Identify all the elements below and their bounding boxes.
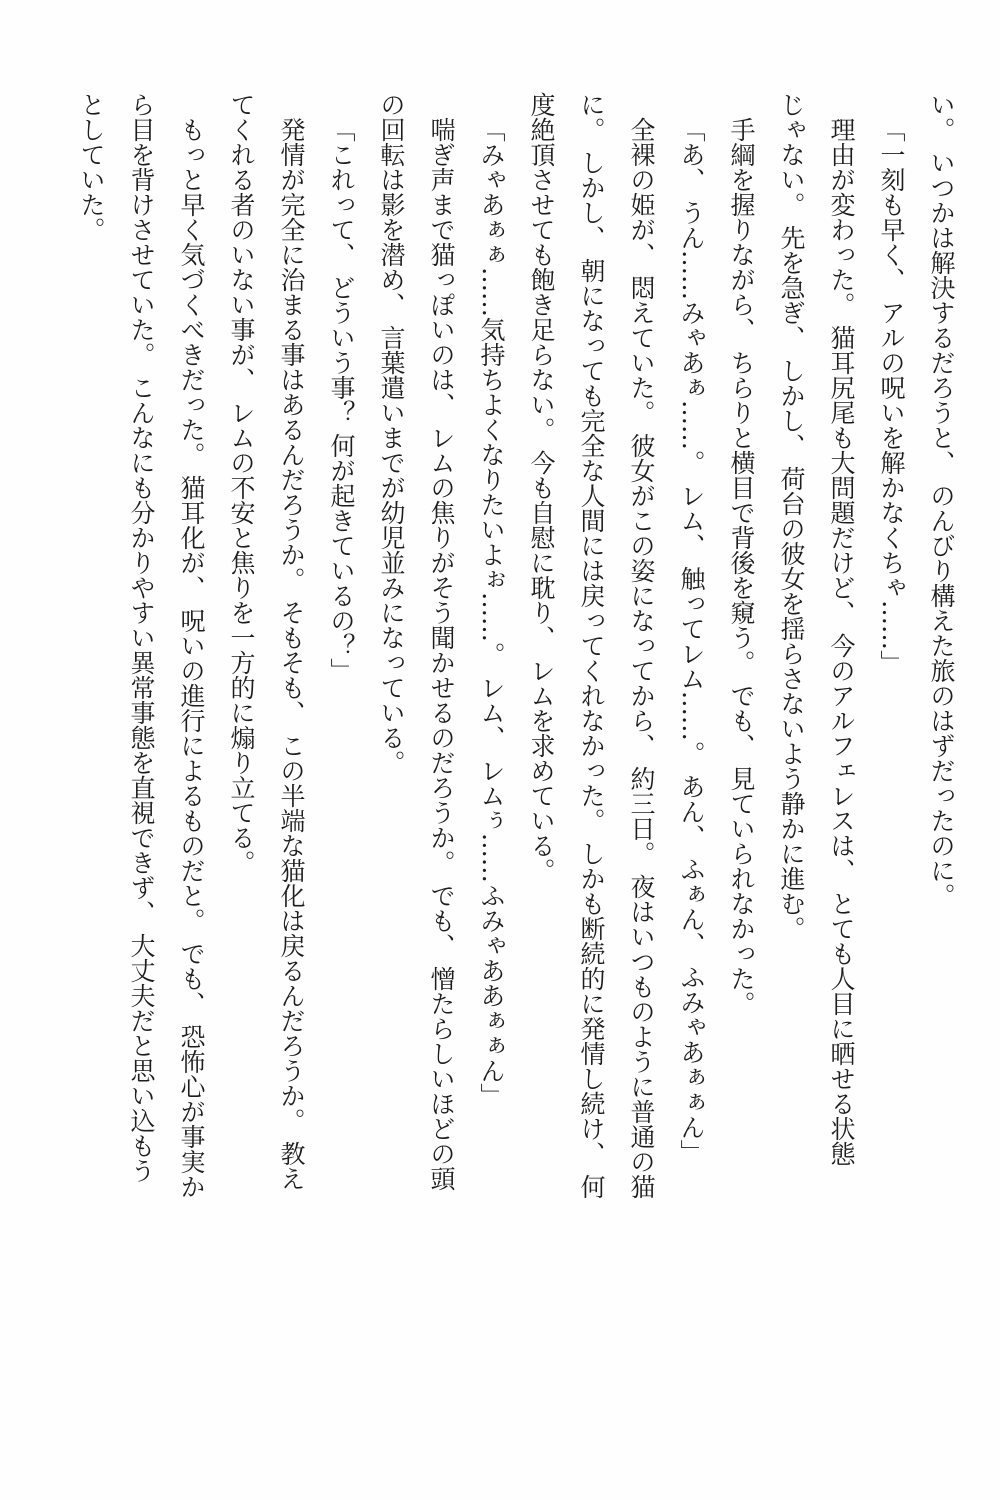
text-line: ら目を背けさせていた。 こんなにも分かりやすい異常事態を直視できず、 大丈夫だと思い込もう <box>127 92 156 1183</box>
text-line: 度絶頂させても飽き足らない。 今も自慰に耽り、 レムを求めている。 <box>527 92 556 883</box>
text-line: 喘ぎ声まで猫っぽいのは、 レムの焦りがそう聞かせるのだろうか。 でも、 憎たらしいほどの頭 <box>427 117 456 1191</box>
text-line: 「あ、 うん……みゃあぁ……。 レム、 触ってレム……。 あん、 ふぁん、 ふみゃあぁぁん」 <box>677 117 706 1165</box>
text-line: 発情が完全に治まる事はあるんだろうか。 そもそも、 この半端な猫化は戻るんだろうか。 教え <box>277 117 306 1191</box>
text-line: 理由が変わった。 猫耳尻尾も大問題だけど、 今のアルフェレスは、 とても人目に晒せる状態 <box>827 117 856 1166</box>
text-line: 手綱を握りながら、 ちらりと横目で背後を窺う。 でも、 見ていられなかった。 <box>727 117 756 1016</box>
text-line: てくれる者のいない事が、 レムの不安と焦りを一方的に煽り立てる。 <box>227 92 256 875</box>
text-line: としていた。 <box>77 92 106 242</box>
text-line: に。 しかし、 朝になっても完全な人間には戻ってくれなかった。 しかも断続的に発情し続け、 何 <box>577 92 606 1199</box>
text-line: じゃない。 先を急ぎ、 しかし、 荷台の彼女を揺らさないよう静かに進む。 <box>777 92 806 941</box>
text-line: 「一刻も早く、 アルの呪いを解かなくちゃ……」 <box>877 117 906 675</box>
text-line: もっと早く気づくべきだった。 猫耳化が、 呪いの進行によるものだと。 でも、 恐怖心が事実か <box>177 117 206 1199</box>
text-line: 「これって、 どういう事？ 何が起きているの？」 <box>327 117 356 683</box>
text-line: い。 いつかは解決するだろうと、 のんびり構えた旅のはずだったのに。 <box>927 92 956 908</box>
text-line: の回転は影を潜め、 言葉遣いまでが幼児並みになっている。 <box>377 92 406 775</box>
text-line: 「みゃあぁぁ……気持ちよくなりたいよぉ……。 レム、 レムぅ……ふみゃああぁぁん」 <box>477 117 506 1108</box>
text-line: 全裸の姫が、 悶えていた。 彼女がこの姿になってから、 約三日。 夜はいつものように普通の猫 <box>627 117 656 1199</box>
vertical-text-block <box>66 92 966 1272</box>
